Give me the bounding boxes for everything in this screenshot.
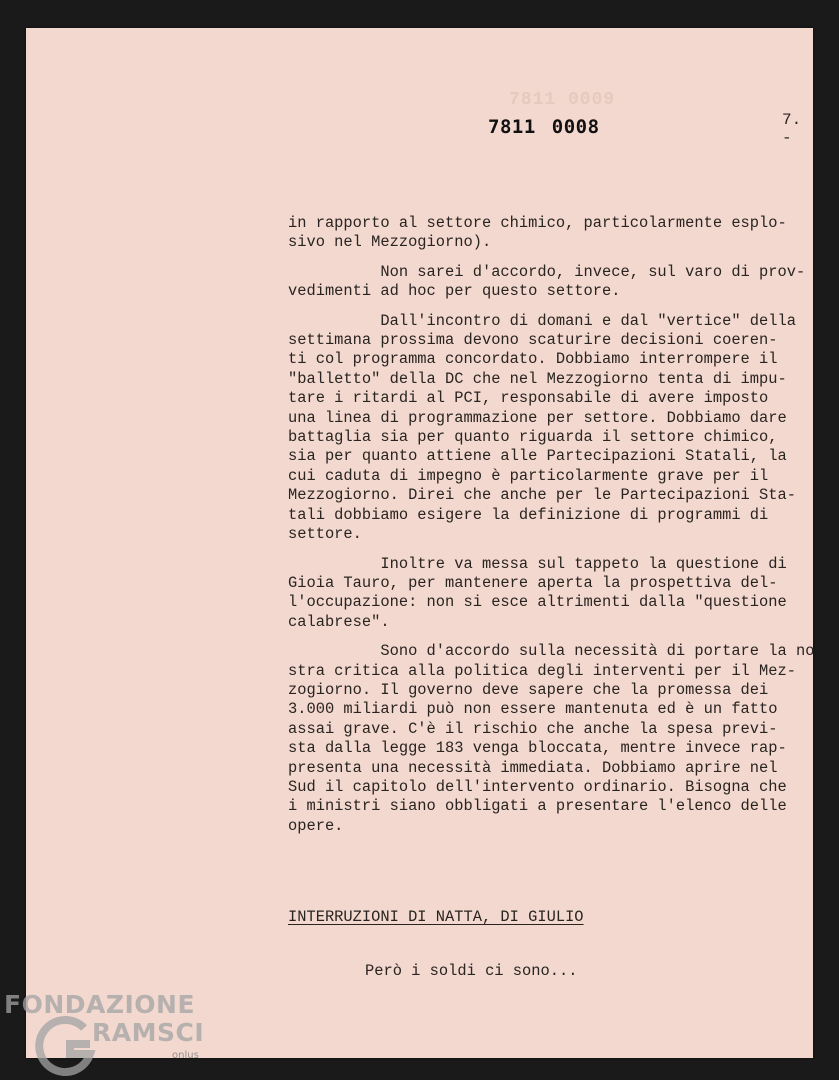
text-line: settimana prossima devono scaturire decisioni coeren- — [288, 331, 778, 350]
text-line: sia per quanto attiene alle Partecipazioni Statali, la — [288, 447, 787, 466]
text-line: settore. — [288, 525, 362, 544]
archive-number-series: 7811 — [488, 116, 536, 138]
text-line: calabrese". — [288, 612, 390, 631]
watermark-onlus: onlus — [172, 1050, 199, 1061]
text-line: Gioia Tauro, per mantenere aperta la prospettiva del- — [288, 573, 778, 592]
typed-body — [288, 214, 818, 836]
archive-number — [488, 116, 600, 138]
text-line: "balletto" della DC che nel Mezzogiorno tenta di impu- — [288, 369, 787, 388]
gramsci-g-logo-icon — [34, 1014, 98, 1078]
text-line: Mezzogiorno. Direi che anche per le Partecipazioni Sta- — [288, 486, 796, 505]
text-line: stra critica alla politica degli interventi per il Mez- — [288, 661, 796, 680]
text-line: sta dalla legge 183 venga bloccata, mentre invece rap- — [288, 739, 787, 758]
text-line: zogiorno. Il governo deve sapere che la promessa dei — [288, 680, 769, 699]
foundation-watermark — [4, 990, 234, 1076]
text-line: Dall'incontro di domani e dal "vertice" della — [288, 311, 796, 330]
text-line: 3.000 miliardi può non essere mantenuta ed è un fatto — [288, 700, 778, 719]
text-line: vedimenti ad hoc per questo settore. — [288, 282, 621, 301]
text-line: l'occupazione: non si esce altrimenti dalla "questione — [288, 593, 787, 612]
bleed-through-number: 7811 0009 — [509, 90, 616, 110]
text-line: sivo nel Mezzogiorno). — [288, 233, 492, 252]
document-page — [26, 28, 813, 1058]
text-line: in rapporto al settore chimico, particolarmente esplo- — [288, 214, 787, 232]
text-line: opere. — [288, 816, 344, 835]
text-line: ti col programma concordato. Dobbiamo interrompere il — [288, 350, 778, 369]
text-line: i ministri siano obbligati a presentare l'elenco delle — [288, 797, 787, 816]
watermark-line-2: RAMSCI — [92, 1018, 205, 1047]
text-line: una linea di programmazione per settore. Dobbiamo dare — [288, 408, 787, 427]
text-line: cui caduta di impegno è particolarmente grave per il — [288, 466, 769, 485]
watermark-line-1: FONDAZIONE — [4, 990, 196, 1019]
text-line: tali dobbiamo esigere la definizione di programmi di — [288, 505, 769, 524]
text-line: presenta una necessità immediata. Dobbiamo aprire nel — [288, 758, 778, 777]
text-line: Inoltre va messa sul tappeto la questione di — [288, 554, 787, 573]
text-line: Sono d'accordo sulla necessità di portare la no — [288, 642, 815, 661]
text-line: Sud il capitolo dell'intervento ordinario. Bisogna che — [288, 777, 787, 796]
text-line: tare i ritardi al PCI, responsabile di avere imposto — [288, 389, 769, 408]
text-line: battaglia sia per quanto riguarda il settore chimico, — [288, 428, 778, 447]
text-line: Non sarei d'accordo, invece, sul varo di prov- — [288, 262, 806, 281]
section-heading: INTERRUZIONI DI NATTA, DI GIULIO — [288, 908, 584, 926]
archive-number-sheet: 0008 — [551, 116, 600, 138]
text-line: assai grave. C'è il rischio che anche la spesa previ- — [288, 719, 778, 738]
page-number: 7. - — [782, 111, 802, 147]
interruption-quote: Però i soldi ci sono... — [365, 962, 578, 980]
